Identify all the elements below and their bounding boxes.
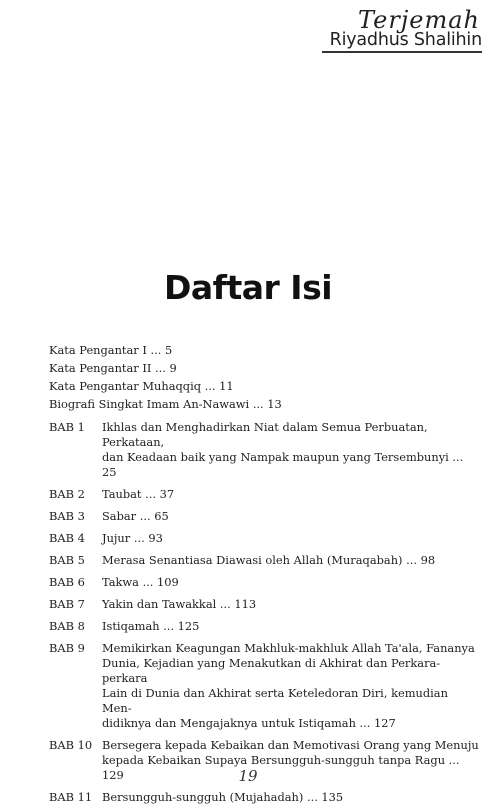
- chapter-label: BAB 6: [49, 575, 85, 589]
- chapter-title-line: Dunia, Kejadian yang Menakutkan di Akhirat dan Perkara-perkara: [102, 656, 441, 685]
- chapter-label: BAB 4: [49, 531, 85, 545]
- page-title: Daftar Isi: [163, 268, 333, 307]
- toc-chapter: [49, 641, 479, 731]
- chapter-label: BAB 9: [49, 641, 85, 655]
- chapter-label: BAB 1: [49, 420, 85, 434]
- chapter-title-line: Takwa ... 109: [102, 575, 179, 589]
- chapter-title-line: Lain di Dunia dan Akhirat serta Keteledoran Diri, kemudian Men-: [102, 686, 448, 715]
- chapter-title-line: didiknya dan Mengajaknya untuk Istiqamah ... 127: [102, 716, 396, 730]
- toc-chapter: [49, 575, 479, 590]
- chapter-title-line: Bersungguh-sungguh (Mujahadah) ... 135: [102, 790, 344, 804]
- toc-front-matter-item: Kata Pengantar II ... 9: [49, 361, 177, 375]
- chapter-label: BAB 10: [49, 738, 93, 752]
- toc-chapter: [49, 420, 479, 480]
- chapter-title-line: Bersegera kepada Kebaikan dan Memotivasi Orang yang Menuju: [102, 738, 479, 752]
- chapter-title-line: Istiqamah ... 125: [102, 619, 200, 633]
- chapter-label: BAB 11: [49, 790, 93, 804]
- page-number: 19: [238, 767, 258, 785]
- toc-chapter: [49, 790, 479, 805]
- chapter-title-line: Jujur ... 93: [102, 531, 163, 545]
- toc-front-matter-item: Biografi Singkat Imam An-Nawawi ... 13: [49, 397, 282, 411]
- table-of-contents: [49, 343, 479, 812]
- running-header: [322, 6, 482, 58]
- toc-chapter: [49, 597, 479, 612]
- header-rule: [322, 51, 482, 53]
- chapter-title-line: Taubat ... 37: [102, 487, 175, 501]
- toc-front-matter-item: Kata Pengantar Muhaqqiq ... 11: [49, 379, 234, 393]
- chapter-label: BAB 2: [49, 487, 85, 501]
- chapter-title-line: dan Keadaan baik yang Nampak maupun yang Tersembunyi ... 25: [102, 450, 464, 479]
- chapter-label: BAB 3: [49, 509, 85, 523]
- chapter-label: BAB 8: [49, 619, 85, 633]
- toc-chapter: [49, 531, 479, 546]
- chapter-title-line: kepada Kebaikan Supaya Bersungguh-sungguh tanpa Ragu ... 129: [102, 753, 460, 782]
- chapter-title-line: Sabar ... 65: [102, 509, 169, 523]
- chapter-title-line: Ikhlas dan Menghadirkan Niat dalam Semua Perbuatan, Perkataan,: [102, 420, 428, 449]
- chapter-label: BAB 5: [49, 553, 85, 567]
- header-book-title: Riyadhus Shalihin: [329, 30, 482, 50]
- chapter-label: BAB 7: [49, 597, 85, 611]
- toc-front-matter-item: Kata Pengantar I ... 5: [49, 343, 173, 357]
- header-script-title: Terjemah: [358, 6, 480, 34]
- toc-chapter: [49, 553, 479, 568]
- chapter-title-line: Merasa Senantiasa Diawasi oleh Allah (Muraqabah) ... 98: [102, 553, 436, 567]
- toc-chapter: [49, 487, 479, 502]
- toc-chapter: [49, 619, 479, 634]
- chapter-title-line: Yakin dan Tawakkal ... 113: [102, 597, 257, 611]
- chapter-title-line: Memikirkan Keagungan Makhluk-makhluk Allah Ta'ala, Fananya: [102, 641, 475, 655]
- toc-chapter: [49, 509, 479, 524]
